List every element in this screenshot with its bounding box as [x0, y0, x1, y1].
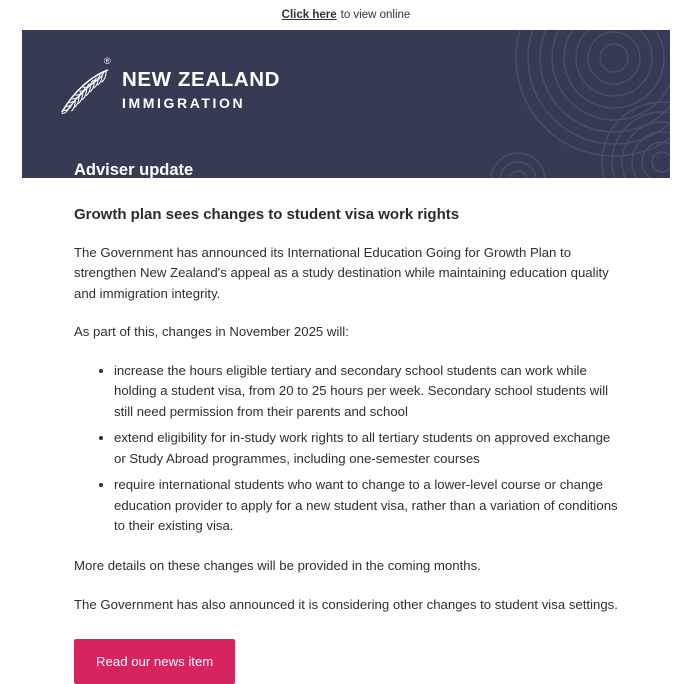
paragraph-changes-lead: As part of this, changes in November 2025 will: [74, 324, 349, 340]
brand-line-new-zealand: NEW ZEALAND [122, 68, 281, 91]
list-item: • require international students who want to change to a lower-level course or change education provider to apply for a new student visa, rather than a variation of conditions to their existing visa. [114, 475, 618, 536]
email-header-banner [22, 30, 670, 178]
decorative-rings-graphic [446, 30, 670, 178]
banner-subtitle: Adviser update [74, 161, 194, 178]
registered-trademark-symbol: ® [104, 56, 111, 66]
read-news-item-button[interactable]: Read our news item [74, 639, 235, 684]
logo-lockup [54, 62, 280, 118]
email-content [22, 178, 670, 684]
view-online-text: to view online [340, 9, 411, 21]
changes-list [74, 361, 618, 537]
paragraph-intro: The Government has announced its International Education Going for Growth Plan to strengthen New Zealand's appeal as a study destination while maintaining education quality and immigration integrity. [74, 245, 609, 301]
view-online-link[interactable]: Click here [281, 9, 337, 21]
silver-fern-icon [54, 66, 112, 118]
email-body [22, 30, 670, 684]
brand-line-immigration: IMMIGRATION [122, 94, 246, 111]
list-item: • extend eligibility for in-study work rights to all tertiary students on approved exchange or Study Abroad programmes, including one-semester courses [114, 428, 618, 469]
preheader-bar [0, 0, 692, 30]
page-title: Growth plan sees changes to student visa work rights [74, 206, 460, 223]
paragraph-more-details: More details on these changes will be provided in the coming months. [74, 558, 481, 574]
brand-wordmark [122, 62, 280, 110]
list-item: • increase the hours eligible tertiary and secondary school students can work while holding a student visa, from 20 to 25 hours per week. Secondary school students will still need permission from their parents and school [114, 361, 618, 422]
paragraph-other-changes: The Government has also announced it is considering other changes to student visa settings. [74, 596, 618, 612]
